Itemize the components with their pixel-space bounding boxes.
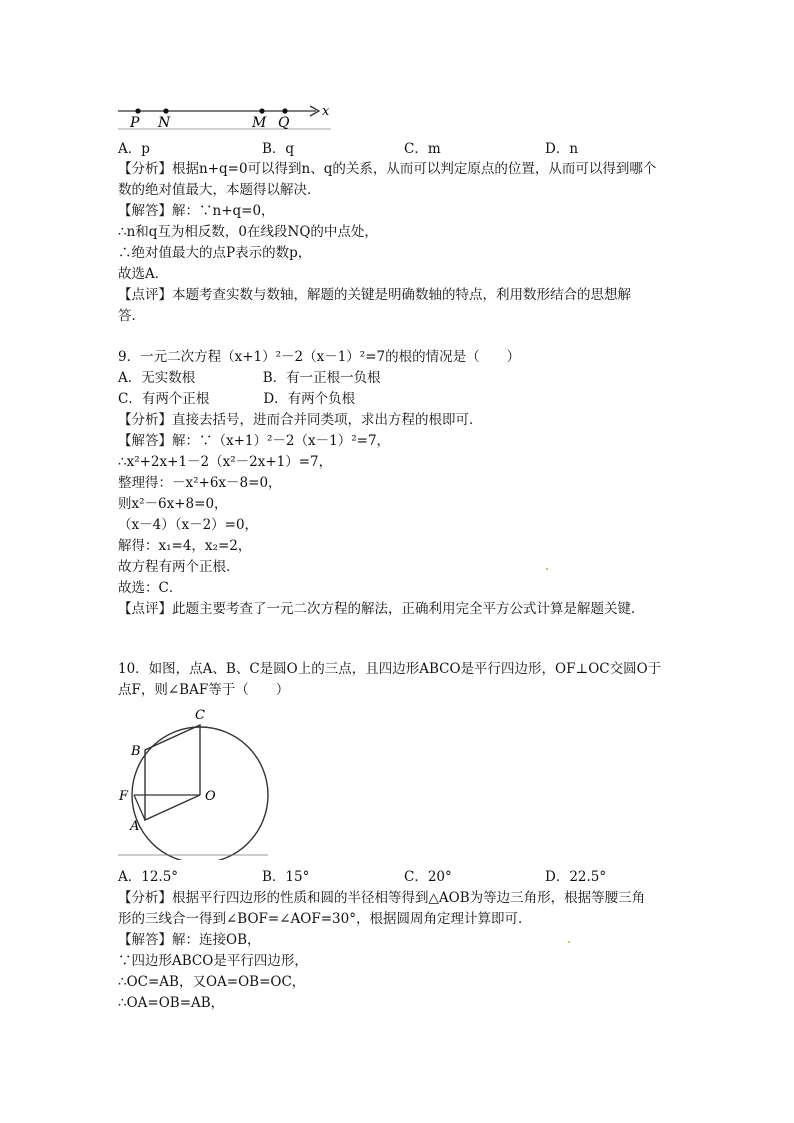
- q9-options-row-1: A．无实数根 B．有一正根一负根: [118, 370, 381, 386]
- q10-option-d: D．22.5°: [545, 869, 607, 885]
- q10-analysis-line-1: 【分析】根据平行四边形的性质和圆的半径相等得到△AOB为等边三角形，根据等腰三角: [118, 890, 646, 906]
- label-m: M: [252, 115, 267, 131]
- q9-answer-line-4: 则x²－6x+8=0，: [118, 496, 228, 512]
- q9-answer-line-3: 整理得：－x²+6x－8=0，: [118, 475, 282, 491]
- q9-answer-line-5: （x－4）（x－2）=0，: [118, 517, 259, 533]
- q8-answer-line-2: ∴n和q互为相反数，0在线段NQ的中点处，: [118, 224, 378, 240]
- q10-option-b: B．15°: [262, 869, 310, 885]
- q9-comment: 【点评】此题主要考查了一元二次方程的解法，正确利用完全平方公式计算是解题关键．: [118, 601, 645, 617]
- q8-comment-line-2: 答．: [118, 308, 145, 324]
- q8-analysis-line-1: 【分析】根据n+q=0可以得到n、q的关系，从而可以判定原点的位置，从而可以得到哪个: [118, 161, 657, 177]
- q10-stem-line-1: 10．如图，点A、B、C是圆O上的三点，且四边形ABCO是平行四边形，OF⊥OC交圆O于: [118, 661, 662, 677]
- q10-answer-line-2: ∵四边形ABCO是平行四边形，: [118, 953, 308, 969]
- label-c: C: [195, 708, 205, 723]
- circle-figure: [116, 704, 272, 860]
- q10-answer-line-1: 【解答】解：连接OB，: [118, 932, 261, 948]
- q9-stem: 9．一元二次方程（x+1）²－2（x－1）²=7的根的情况是（ ）: [118, 349, 521, 365]
- q9-answer-line-8: 故选：C．: [118, 580, 183, 596]
- label-p: P: [130, 115, 140, 131]
- label-q: Q: [278, 115, 290, 131]
- parallelogram-abco: [145, 725, 200, 820]
- q10-analysis-line-2: 形的三线合一得到∠BOF=∠AOF=30°，根据圆周角定理计算即可．: [118, 911, 532, 927]
- q9-answer-line-2: ∴x²+2x+1－2（x²－2x+1）=7，: [118, 454, 333, 470]
- point-m-dot: [259, 108, 264, 113]
- label-x: x: [322, 104, 330, 119]
- q8-option-b: B．q: [262, 141, 295, 157]
- stray-mark: [568, 941, 570, 943]
- q10-stem-line-2: 点F，则∠BAF等于（ ）: [118, 682, 290, 698]
- q8-analysis-line-2: 数的绝对值最大，本题得以解决．: [118, 182, 321, 198]
- q9-answer-line-7: 故方程有两个正根．: [118, 559, 240, 575]
- q8-answer-line-3: ∴绝对值最大的点P表示的数p，: [118, 245, 312, 261]
- q8-option-a: A．p: [118, 141, 150, 157]
- q10-option-a: A．12.5°: [118, 869, 179, 885]
- label-f: F: [119, 789, 129, 804]
- label-b: B: [131, 744, 141, 759]
- label-n: N: [158, 115, 171, 131]
- q10-answer-line-3: ∴OC=AB，又OA=OB=OC，: [118, 974, 306, 990]
- q9-analysis: 【分析】直接去括号，进而合并同类项，求出方程的根即可．: [118, 412, 483, 428]
- point-q-dot: [282, 108, 287, 113]
- q10-option-c: C．20°: [404, 869, 452, 885]
- label-a: A: [130, 819, 140, 834]
- q8-comment-line-1: 【点评】本题考查实数与数轴，解题的关键是明确数轴的特点，利用数形结合的思想解: [118, 287, 631, 303]
- label-o: O: [205, 789, 216, 804]
- q9-options-row-2: C．有两个正根 D．有两个负根: [118, 391, 356, 407]
- q8-answer-line-4: 故选A．: [118, 266, 169, 282]
- q8-option-c: C．m: [404, 141, 441, 157]
- q9-answer-line-1: 【解答】解：∵（x+1）²－2（x－1）²=7，: [118, 433, 391, 449]
- q8-answer-line-1: 【解答】解：∵n+q=0，: [118, 203, 275, 219]
- q9-answer-line-6: 解得：x₁=4，x₂=2，: [118, 538, 252, 554]
- stray-mark: [546, 568, 548, 570]
- number-line-figure: [116, 98, 336, 132]
- point-n-dot: [163, 108, 168, 113]
- q10-answer-line-4: ∴OA=OB=AB，: [118, 995, 225, 1011]
- point-p-dot: [135, 108, 140, 113]
- q8-option-d: D．n: [545, 141, 579, 157]
